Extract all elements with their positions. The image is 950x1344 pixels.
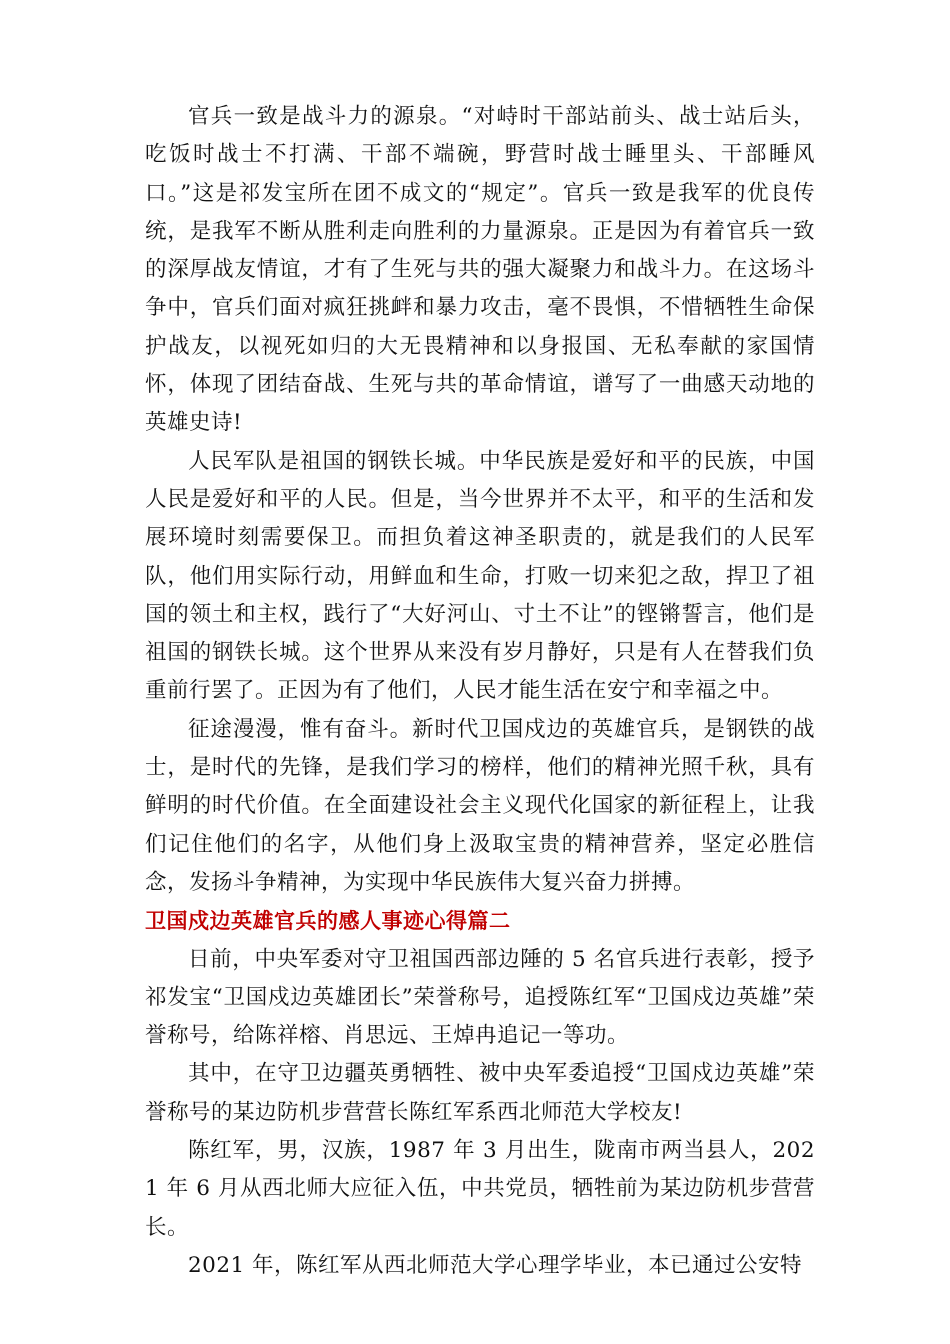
- body-paragraph: 征途漫漫，惟有奋斗。新时代卫国戍边的英雄官兵，是钢铁的战士，是时代的先锋，是我们学习的榜样，他们的精神光照千秋，具有鲜明的时代价值。在全面建设社会主义现代化国家的新征程上，让我们记住他们的名字，从他们身上汲取宝贵的精神营养，坚定必胜信念，发扬斗争精神，为实现中华民族伟大复兴奋力拼搏。: [145, 716, 815, 895]
- body-paragraph: 其中，在守卫边疆英勇牺牲、被中央军委追授“卫国戍边英雄”荣誉称号的某边防机步营营长陈红军系西北师范大学校友!: [145, 1061, 815, 1125]
- body-paragraph: 人民军队是祖国的钢铁长城。中华民族是爱好和平的民族，中国人民是爱好和平的人民。但是，当今世界并不太平，和平的生活和发展环境时刻需要保卫。而担负着这神圣职责的，就是我们的人民军队，他们用实际行动，用鲜血和生命，打败一切来犯之敌，捍卫了祖国的领土和主权，践行了“大好河山、寸土不让”的铿锵誓言，他们是祖国的钢铁长城。这个世界从来没有岁月静好，只是有人在替我们负重前行罢了。正因为有了他们，人民才能生活在安宁和幸福之中。: [145, 448, 815, 704]
- body-paragraph: 官兵一致是战斗力的源泉。“对峙时干部站前头、战士站后头，吃饭时战士不打满、干部不端碗，野营时战士睡里头、干部睡风口。”这是祁发宝所在团不成文的“规定”。官兵一致是我军的优良传统，是我军不断从胜利走向胜利的力量源泉。正是因为有着官兵一致的深厚战友情谊，才有了生死与共的强大凝聚力和战斗力。在这场斗争中，官兵们面对疯狂挑衅和暴力攻击，毫不畏惧，不惜牺牲生命保护战友，以视死如归的大无畏精神和以身报国、无私奉献的家国情怀，体现了团结奋战、生死与共的革命情谊，谱写了一曲感天动地的英雄史诗!: [145, 104, 815, 436]
- document-page: [145, 98, 815, 1285]
- section-heading: 卫国戍边英雄官兵的感人事迹心得篇二: [145, 908, 511, 934]
- body-paragraph: 2021 年，陈红军从西北师范大学心理学毕业，本已通过公安特: [188, 1252, 803, 1278]
- body-paragraph: 陈红军，男，汉族，1987 年 3 月出生，陇南市两当县人，2021 年 6 月从西北师大应征入伍，中共党员，牺牲前为某边防机步营营长。: [145, 1138, 815, 1240]
- body-paragraph: 日前，中央军委对守卫祖国西部边陲的 5 名官兵进行表彰，授予祁发宝“卫国戍边英雄团长”荣誉称号，追授陈红军“卫国戍边英雄”荣誉称号，给陈祥榕、肖思远、王焯冉追记一等功。: [145, 946, 815, 1049]
